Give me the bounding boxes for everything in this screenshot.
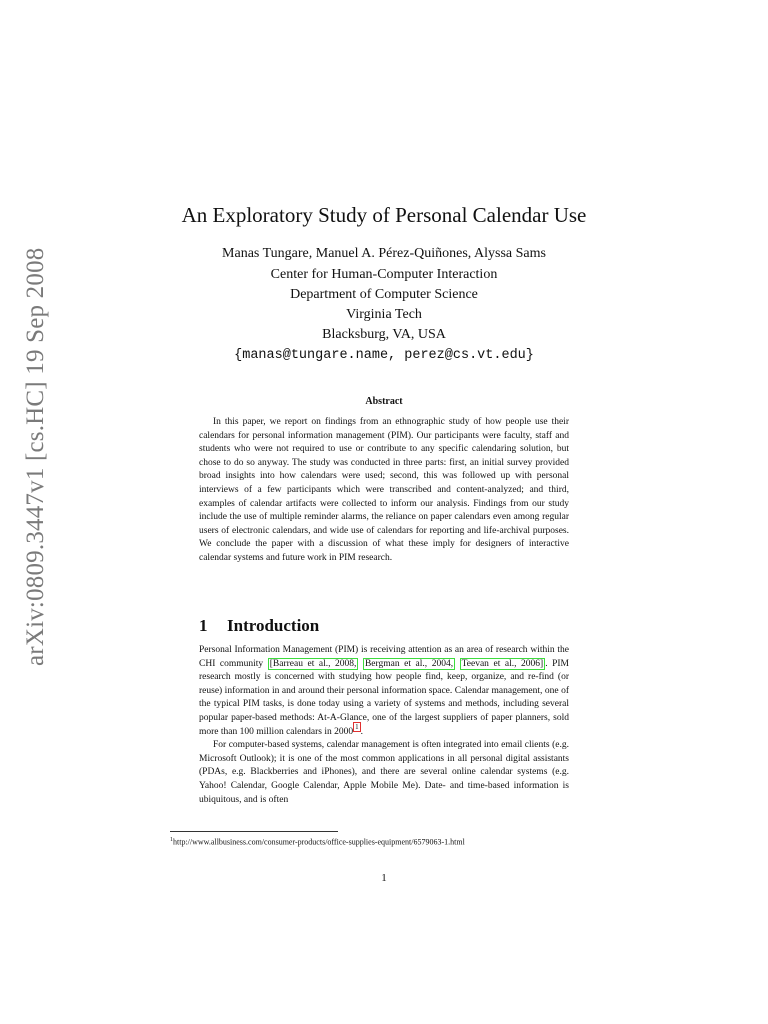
intro-paragraph-1 — [199, 644, 569, 739]
citation-link[interactable]: Bergman et al., 2004, — [364, 658, 454, 669]
intro-text: Personal Information Management (PIM) is receiving attention as an area of research within the CHI community — [199, 645, 569, 669]
intro-text: . PIM research mostly is concerned with studying how people find, keep, organize, and re-find (or reuse) information in and around their personal information space. Calendar management, one of the typical PIM tasks, is done today using a variety of systems and methods, including several popular paper-based methods: At-A-Glance, one of the largest suppliers of paper planners, sold more than 100 million calendars in 2000 — [199, 658, 569, 737]
abstract-text: In this paper, we report on findings from an ethnographic study of how people use their calendars for personal information management (PIM). Our participants were faculty, staff and students who were not required to use or contribute to any specific calendaring solution, but chose to do so anyway. The study was conducted in three parts: first, an initial survey provided broad insights into how calendars were used; second, this was followed up with personal interviews of a few participants which were transcribed and content-analyzed; and third, examples of calendar artifacts were collected to inform our analysis. Findings from our study include the use of multiple reminder alarms, the reliance on paper calendars even among regular users of electronic calendars, and wide use of calendars for reporting and life-archival purposes. We conclude the paper with a discussion of what these imply for designers of interactive calendar systems and future work in PIM research. — [199, 417, 569, 563]
affiliation-line-4: Blacksburg, VA, USA — [322, 327, 446, 342]
author-emails: {manas@tungare.name, perez@cs.vt.edu} — [234, 348, 534, 363]
affiliation-line-3: Virginia Tech — [346, 307, 422, 322]
footnote-mark: 1 — [170, 837, 173, 843]
section-heading — [199, 615, 319, 637]
paper-title: An Exploratory Study of Personal Calendar Use — [181, 203, 587, 227]
section-title: Introduction — [227, 616, 320, 635]
section-number: 1 — [199, 616, 208, 635]
intro-text: . — [360, 726, 363, 737]
affiliation-line-1: Center for Human-Computer Interaction — [270, 267, 498, 282]
intro-paragraph-2: For computer-based systems, calendar management is often integrated into email clients (e.g. Microsoft Outlook); it is one of the most common applications in all personal digital assistants (PDAs, e.g. Blackberries and iPhones), and there are several online calendar systems (e.g. Yahoo! Calendar, Google Calendar, Apple Mobile Me). Date- and time-based information is ubiquitous, and is often — [199, 740, 569, 805]
affiliation-line-2: Department of Computer Science — [290, 287, 478, 302]
citation-link[interactable]: Teevan et al., 2006] — [461, 658, 544, 669]
authors: Manas Tungare, Manuel A. Pérez-Quiñones, Alyssa Sams — [222, 246, 546, 261]
footnote — [170, 834, 590, 849]
citation-link[interactable]: [Barreau et al., 2008, — [269, 658, 357, 669]
footnote-rule — [170, 831, 338, 832]
page-number: 1 — [381, 872, 387, 884]
arxiv-stamp: arXiv:0809.3447v1 [cs.HC] 19 Sep 2008 — [22, 247, 49, 666]
footnote-link[interactable]: 1 — [355, 723, 359, 732]
footnote-url[interactable]: http://www.allbusiness.com/consumer-products/office-supplies-equipment/6579063-1.html — [173, 837, 465, 847]
intro-body — [199, 644, 569, 807]
abstract-heading: Abstract — [365, 396, 403, 407]
